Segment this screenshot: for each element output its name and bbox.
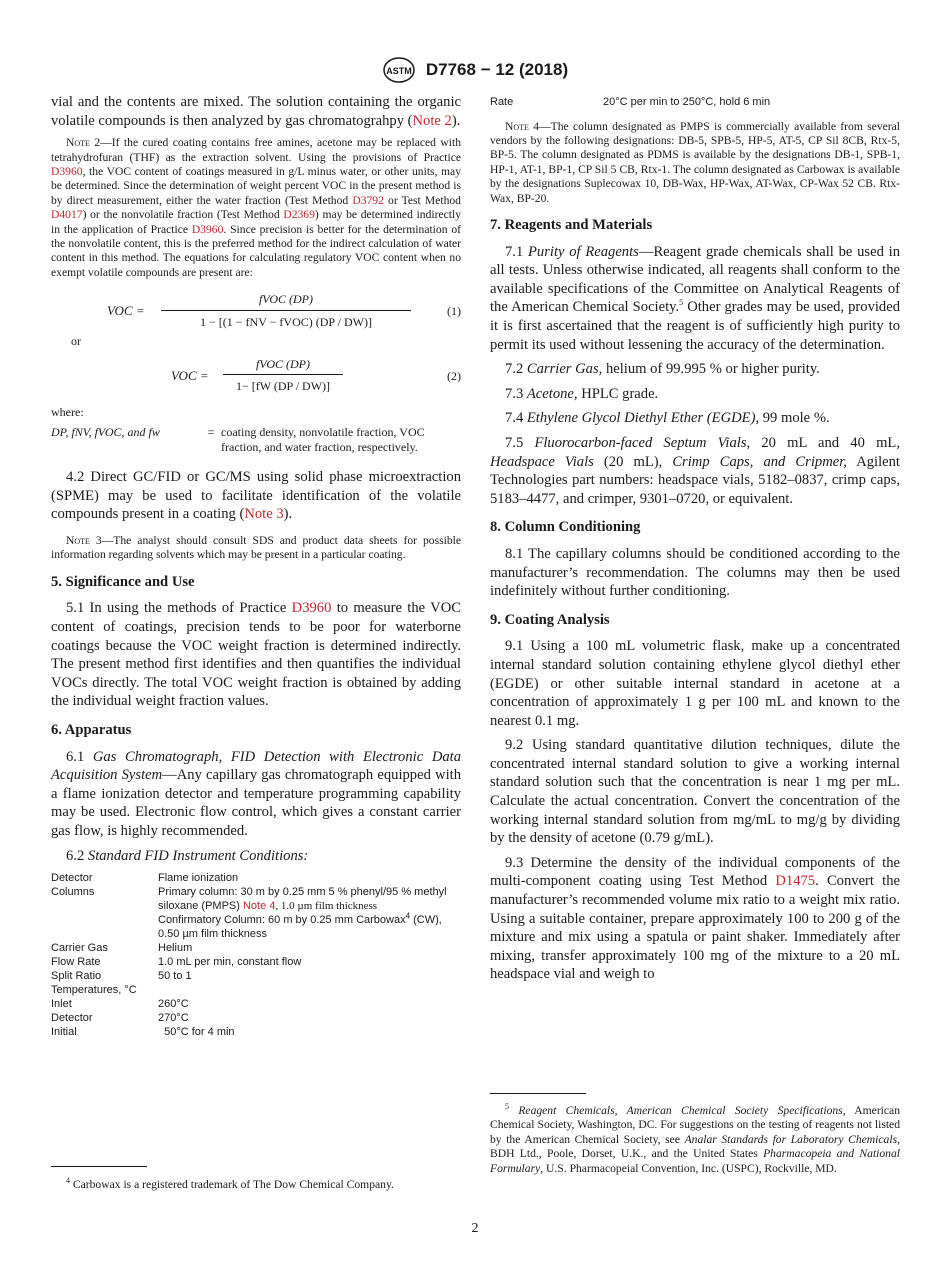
spec-row: Detector Flame ionization	[51, 872, 239, 885]
eq2-fraction	[223, 355, 343, 396]
footnote-divider	[51, 1166, 147, 1167]
astm-logo	[382, 57, 416, 83]
equation-1	[51, 290, 461, 330]
spec-row: Split Ratio 50 to 1	[51, 970, 192, 983]
spec-row: Carrier Gas Helium	[51, 942, 193, 955]
footnote-5: $^5$ Reagent Chemicals, American Chemical Society Specifications, American Chemical Society, Washington, DC. For suggestions on the testing of reagents not listed by the American Chemical Society, see Analar Standards for Laboratory Chemicals, BDH Ltd., Poole, Dorset, U.K., and the United States Pharmacopeia and National Formulary, U.S. Pharmacopeial Convention, Inc. (USPC), Rockville, MD.	[490, 1102, 900, 1175]
paragraph-6-2: 6.2 Standard FID Instrument Conditions:	[66, 847, 309, 864]
section-8-heading: 8. Column Conditioning	[490, 519, 641, 536]
d3960-link[interactable]: D3960	[51, 165, 83, 178]
spec-row: Inlet 260°C	[51, 998, 189, 1011]
d1475-link[interactable]: D1475	[775, 873, 816, 890]
eq1-lhs: VOC =	[107, 303, 145, 319]
paragraph-9-3: 9.3 Determine the density of the individual components of the multi-component coating using Test Method D1475. Convert the manufacturer’s recommended volume mix ratio to a weight mix ratio. Using a suitable container, prepare approximately 100 to 200 g of the mixture and mix using a spatula or paint shaker. Immediately after mixing, transfer approximately 100 mg of the mixture to a 20 mL headspace vial and weigh to	[490, 854, 900, 983]
variable-definition	[51, 425, 461, 454]
note-4-link[interactable]: Note 4	[242, 900, 276, 913]
eq2-number: (2)	[447, 368, 461, 383]
d4017-link[interactable]: D4017	[51, 208, 83, 222]
spec-row: Temperatures, °C	[51, 984, 137, 997]
standard-designation: D7768 − 12 (2018)	[425, 60, 569, 79]
eq2-numerator: fVOC (DP)	[223, 355, 343, 376]
paragraph-5-1: 5.1 In using the methods of Practice D3960 to measure the VOC content of coatings, precision tends to be poor for waterborne coatings because the VOC weight fraction is determined indirectly. The present method first identifies and then quantifies the individual VOCs directly. The total VOC weight fraction is obtained by adding the individual weight fraction values.	[51, 600, 461, 710]
or-label: or	[71, 334, 81, 349]
d3960-link[interactable]: D3960	[191, 222, 224, 236]
section-5-heading: 5. Significance and Use	[51, 573, 195, 590]
spec-row: Initial 50°C for 4 min	[51, 1026, 235, 1039]
section-7-heading: 7. Reagents and Materials	[490, 217, 653, 234]
right-column	[490, 93, 900, 990]
where-label: where:	[51, 404, 84, 419]
footnote-divider	[490, 1093, 586, 1094]
paragraph-4-2: 4.2 Direct GC/FID or GC/MS using solid phase microextraction (SPME) may be used to facilitate identification of the volatile compounds present in a coating (Note 3).	[51, 469, 461, 523]
paragraph-8-1: 8.1 The capillary columns should be conditioned according to the manufacturer’s recommendation. The columns may then be used indefinitely without further conditioning.	[490, 545, 900, 600]
eq1-numerator: fVOC (DP)	[161, 290, 411, 311]
definition-text: coating density, nonvolatile fraction, VOC fraction, and water fraction, respectively.	[221, 425, 425, 454]
spec-row: Columns Primary column: 30 m by 0.25 mm 5 % phenyl/95 % methyl siloxane (PMPS) Note 4, 1.0 µm film thickness	[51, 886, 447, 913]
spec-row: Flow Rate 1.0 mL per min, constant flow	[51, 956, 302, 969]
svg-text:ASTM: ASTM	[386, 66, 412, 76]
d3960-link[interactable]: D3960	[291, 600, 332, 617]
section-6-heading: 6. Apparatus	[51, 722, 132, 738]
eq1-denominator: 1 − [(1 − fNV − fVOC) (DP / DW)]	[200, 314, 372, 329]
definition-symbols: DP, fNV, fVOC, and fw	[51, 425, 160, 440]
note-3-link[interactable]: Note 3	[244, 506, 284, 523]
eq2-denominator: 1− [fW (DP / DW)]	[235, 379, 331, 394]
paragraph-7-2: 7.2 Carrier Gas, helium of 99.995 % or higher purity.	[505, 361, 820, 378]
definition-equals: =	[207, 425, 215, 440]
paragraph-7-5: 7.5 Fluorocarbon-faced Septum Vials, 20 mL and 40 mL, Headspace Vials (20 mL), Crimp Caps, and Cripmer, Agilent Technologies part numbers: headspace vials, 5182–0837, crimp caps, 5183–4477, and crimper, 9301–0720, or equivalent.	[490, 434, 900, 507]
note-3: Note 3—The analyst should consult SDS and product data sheets for possible information regarding solvents which may be present in a particular coating.	[51, 534, 461, 562]
eq1-fraction	[161, 290, 411, 331]
note-4: Note 4—The column designated as PMPS is commercially available from several vendors by the following designations: DB-5, SPB-5, HP-5, AT-5, CP Sil 8CB, Rtx-5, BP-5. The column designated as PDMS is available by the designations DB-1, SPB-1, HP-1, AT-1, BP-1, CP Sil 5 CB, Rtx-1. The column designated as Carbowax is available by the designations Suplecowax 10, DB-Wax, HP-Wax, AT-Wax, CP-Wax 52 CB. Rtx-Wax, BP-20.	[490, 119, 901, 205]
paragraph-9-1: 9.1 Using a 100 mL volumetric flask, make up a concentrated internal standard solution containing ethylene glycol diethyl ether (EGDE) or other suitable internal standard in acetone at a concentration of approximately 1 g per 100 mL and known to the nearest 0.1 mg.	[490, 638, 900, 729]
paragraph-7-3: 7.3 Acetone, HPLC grade.	[505, 385, 659, 402]
paragraph-7-4: 7.4 Ethylene Glycol Diethyl Ether (EGDE), 99 mole %.	[505, 410, 830, 427]
page-number: 2	[471, 1221, 479, 1236]
instrument-conditions-table	[51, 871, 461, 1039]
left-column	[51, 93, 461, 1039]
eq2-lhs: VOC =	[171, 367, 209, 383]
paragraph-6-1: 6.1 Gas Chromatograph, FID Detection with Electronic Data Acquisition System—Any capillary gas chromatograph equipped with a flame ionization detector and temperature programming capability may be used. Electronic flow control, which gives a constant carrier gas flow, is highly recommended.	[51, 748, 462, 839]
d3792-link[interactable]: D3792	[352, 193, 384, 207]
note-2: Note 2—If the cured coating contains free amines, acetone may be replaced with tetrahydrofuran (THF) as the extraction solvent. Using the provisions of Practice D3960, the VOC content of coatings measured in g/L minus water, or other units, may be determined. Since the determination of weight percent VOC in the present method is by direct measurement, either the water fraction (Test Method D3792 or Test Method D4017) or the nonvolatile fraction (Test Method D2369) may be determined indirectly in the application of Practice D3960. Since precision is better for the determination of the nonvolatile content, this is the preferred method for the indirect calculation of water content in this method. The equations for calculating regulatory VOC content when no exempt volatile compounds are present are:	[51, 136, 461, 279]
note-2-link[interactable]: Note 2	[412, 112, 452, 129]
paragraph-9-2: 9.2 Using standard quantitative dilution techniques, dilute the concentrated internal standard solution to give a working internal standard solution such that the concentration is near 1 mg per mL. Calculate the actual concentration. Convert the concentration of the working internal standard solution from mg/mL to mg/g by dividing by the density of acetone (0.79 g/mL).	[490, 737, 900, 847]
footnote-4: $^4$ Carbowax is a registered trademark of The Dow Chemical Company.	[66, 1176, 394, 1191]
spec-row-rate: Rate 20°C per min to 250°C, hold 6 min	[490, 96, 771, 108]
spec-row: Confirmatory Column: 60 m by 0.25 mm Carbowax$^4$ (CW), 0.50 µm film thickness	[158, 911, 442, 941]
paragraph-7-1: 7.1 Purity of Reagents—Reagent grade chemicals shall be used in all tests. Unless otherwise indicated, all reagents shall conform to the available specifications of the Committee on Analytical Reagents of the American Chemical Society.$^5$ Other grades may be used, provided it is first ascertained that the reagent is of sufficiently high purity to permit its used without lessening the accuracy of the determination.	[490, 243, 900, 353]
paragraph-continued: vial and the contents are mixed. The solution containing the organic volatile compounds is then analyzed by gas chromatograhpy (Note 2).	[51, 94, 461, 129]
section-9-heading: 9. Coating Analysis	[490, 611, 610, 628]
page-header	[0, 57, 950, 83]
eq1-number: (1)	[447, 304, 461, 319]
equation-2	[51, 355, 461, 395]
spec-row: Detector 270°C	[51, 1012, 189, 1025]
d2369-link[interactable]: D2369	[283, 208, 315, 222]
